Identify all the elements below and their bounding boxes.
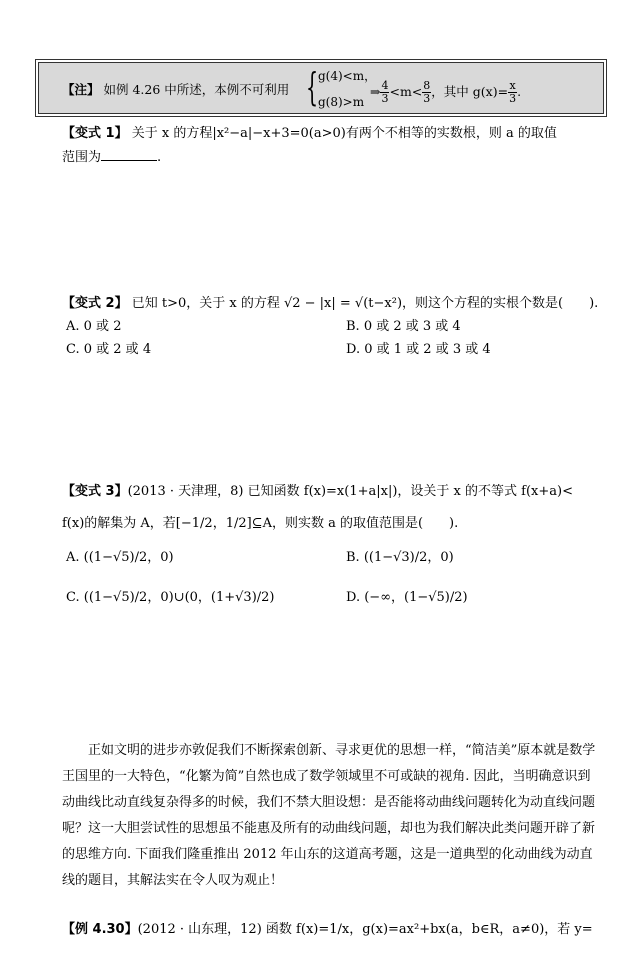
fraction-x-3: $\frac{x}{3}$ (509, 79, 517, 105)
system-brace: { (306, 65, 319, 109)
variant-3-option-c: C. ((1−√5)/2，0)∪(0，(1+√3)/2) (66, 590, 275, 605)
variant-3-line1 (62, 480, 573, 499)
system-line-2: g(8)>m (318, 95, 365, 109)
note-inequality: <m< (389, 84, 423, 99)
note-text (62, 80, 289, 98)
variant-3-stem-2: f(x)的解集为 A，若[−1/2，1/2]⊆A，则实数 a 的取值范围是( ). (62, 516, 459, 531)
variant-2-option-d: D. 0 或 1 或 2 或 3 或 4 (346, 342, 491, 357)
system-line-1: g(4)<m， (318, 69, 377, 83)
variant-1-line2 (62, 146, 161, 165)
variant-2-option-a: A. 0 或 2 (66, 319, 122, 334)
variant-1-stem: 关于 x 的方程|x²−a|−x+3=0(a>0)有两个不相等的实数根，则 a 的取值 (131, 126, 557, 141)
note-text-before: 如例 4.26 中所述，本例不可利用 (103, 82, 290, 97)
note-mid: ，其中 g(x)= (431, 84, 509, 99)
variant-3-tag: 【变式 3】 (62, 484, 128, 499)
passage-paragraph: 正如文明的进步亦敦促我们不断探索创新、寻求更优的思想一样，“简洁美”原本就是数学王国里的一大特色，“化繁为简”自然也成了数学领域里不可或缺的视角. 因此，当明确意识到动曲线比动直线复杂得多的时候，我们不禁大胆设想：是否能将动曲线问题转化为动直线问题呢？这一大胆尝试性的思想虽不能惠及所有的动曲线问题，却也为我们解决此类问题开辟了新的思维方向. 下面我们隆重推出 2012 年山东的这道高考题，这是一道典型的化动曲线为动直线的题目，其解法实在令人叹为观止！ (62, 743, 596, 888)
variant-3-source: (2013 · 天津理，8) (127, 484, 244, 499)
example-4-30 (62, 918, 593, 937)
variant-2-stem-line (62, 292, 598, 311)
variant-3-option-a: A. ((1−√5)/2，0) (66, 550, 174, 565)
implies-symbol: ⇒ (370, 84, 381, 99)
variant-2-tag: 【变式 2】 (62, 296, 128, 311)
note-tag: 【注】 (62, 82, 100, 97)
variant-1-tag: 【变式 1】 (62, 126, 128, 141)
variant-3-option-d: D. (−∞，(1−√5)/2) (346, 590, 468, 605)
variant-2-option-b: B. 0 或 2 或 3 或 4 (346, 319, 461, 334)
example-text: 函数 f(x)=1/x，g(x)=ax²+bx(a，b∈R，a≠0)，若 y= (265, 922, 593, 937)
example-tag: 【例 4.30】 (62, 922, 138, 937)
variant-1-suffix: . (157, 150, 162, 165)
variant-3-stem-1: 已知函数 f(x)=x(1+a|x|)，设关于 x 的不等式 f(x+a)< (247, 484, 573, 499)
variant-3-option-b: B. ((1−√3)/2，0) (346, 550, 454, 565)
note-tail (370, 80, 521, 105)
variant-1-line1 (62, 122, 557, 141)
variant-2-option-c: C. 0 或 2 或 4 (66, 342, 152, 357)
variant-2-stem: 已知 t>0，关于 x 的方程 √2 − |x| = √(t−x²)，则这个方程的实根个数是( ). (131, 296, 599, 311)
fraction-8-3: $\frac{8}{3}$ (423, 79, 431, 105)
fraction-4-3: $\frac{4}{3}$ (381, 79, 389, 105)
note-end: . (517, 84, 522, 99)
answer-blank[interactable] (101, 148, 157, 161)
variant-1-prefix: 范围为 (62, 150, 102, 165)
example-source: (2012 · 山东理，12) (137, 922, 262, 937)
